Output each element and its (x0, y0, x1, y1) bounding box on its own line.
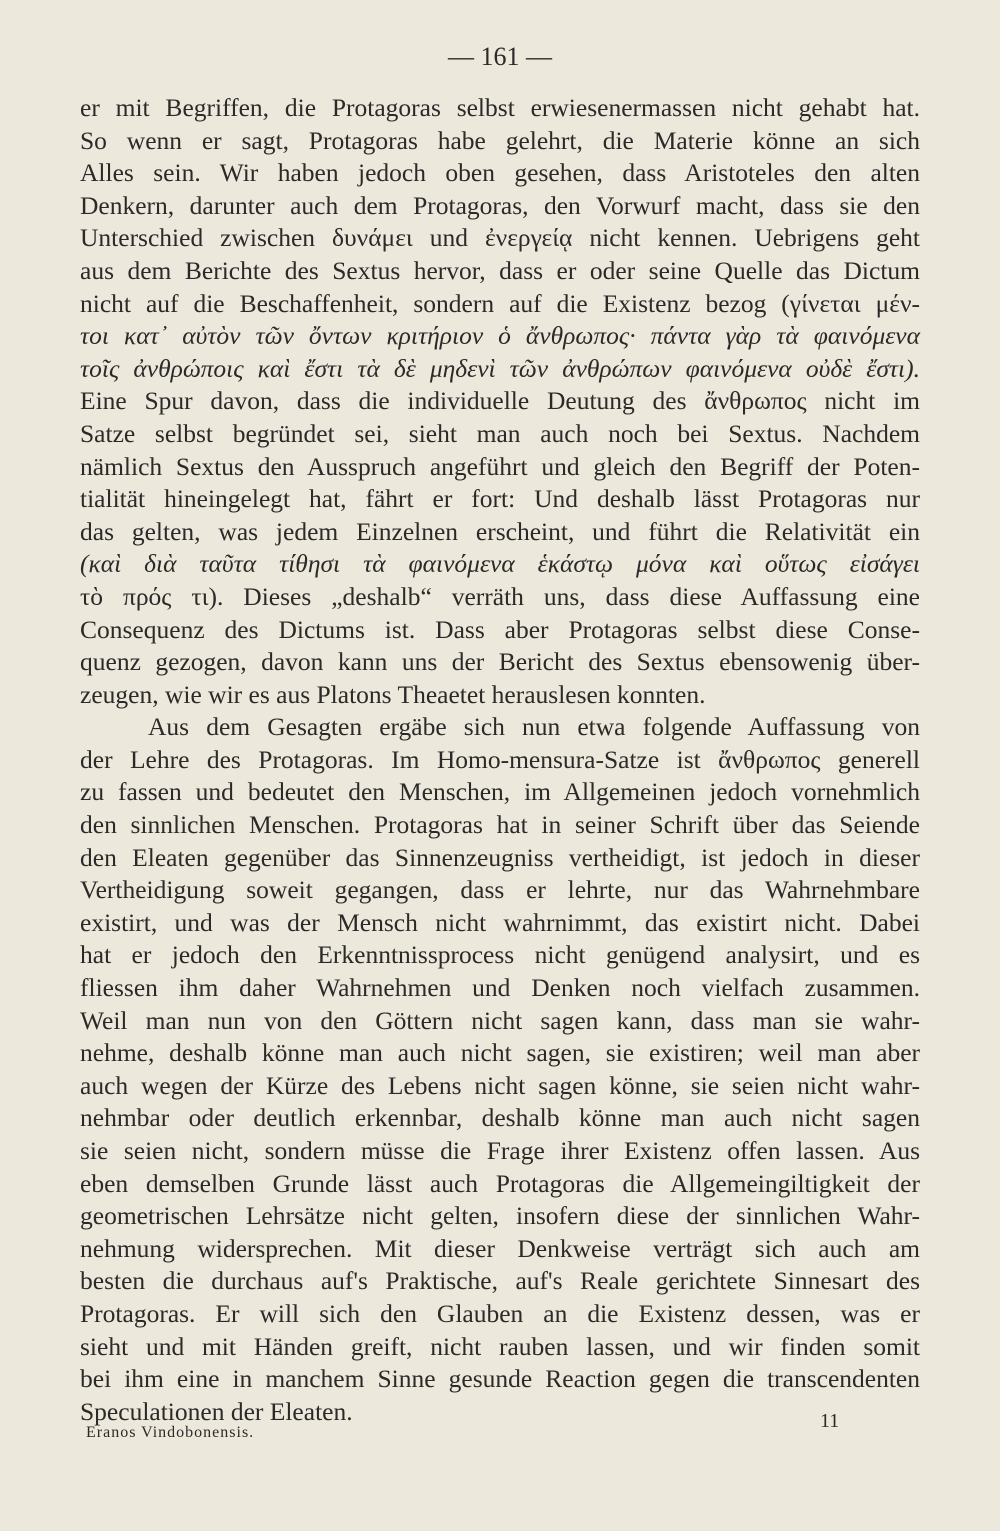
text-line: existirt, und was der Mensch nicht wahrnimmt, das existirt nicht. Dabei (80, 907, 920, 937)
text-line: Weil man nun von den Göttern nicht sagen kann, dass man sie wahr- (80, 1005, 920, 1035)
text-line: eben demselben Grunde lässt auch Protagoras die Allgemeingiltigkeit der (80, 1168, 920, 1198)
text-line: zeugen, wie wir es aus Platons Theaetet herauslesen konnten. (80, 679, 706, 709)
paragraph-start-line: Aus dem Gesagten ergäbe sich nun etwa folgende Auffassung von (148, 712, 920, 742)
text-line: aus dem Berichte des Sextus hervor, dass er oder seine Quelle das Dictum (80, 255, 920, 285)
text-line: den sinnlichen Menschen. Protagoras hat in seiner Schrift über das Seiende (80, 810, 920, 840)
text-line: Consequenz des Dictums ist. Dass aber Protagoras selbst diese Conse- (80, 614, 920, 644)
text-line: zu fassen und bedeutet den Menschen, im Allgemeinen jedoch vornehmlich (80, 777, 920, 807)
text-line: nehmbar oder deutlich erkennbar, deshalb könne man auch nicht sagen (80, 1103, 920, 1133)
text-line: nicht auf die Beschaffenheit, sondern auf die Existenz bezog (γίνεται μέν- (80, 288, 920, 318)
text-line: Satze selbst begründet sei, sieht man auch noch bei Sextus. Nachdem (80, 418, 920, 448)
text-line: Unterschied zwischen δυνάμει und ἐνεργείᾳ nicht kennen. Uebrigens geht (80, 223, 920, 253)
body-text (80, 92, 920, 1428)
text-line: das gelten, was jedem Einzelnen erscheint, und führt die Relativität ein (80, 516, 920, 546)
text-line: den Eleaten gegenüber das Sinnenzeugniss vertheidigt, ist jedoch in dieser (80, 842, 920, 872)
text-line: nämlich Sextus den Ausspruch angeführt und gleich den Begriff der Poten- (80, 451, 920, 481)
text-line: Eine Spur davon, dass die individuelle Deutung des ἄνθρωπος nicht im (80, 386, 920, 416)
text-line: nehme, deshalb könne man auch nicht sagen, sie existiren; weil man aber (80, 1038, 920, 1068)
text-line: besten die durchaus auf's Praktische, auf's Reale gerichtete Sinnesart des (80, 1266, 920, 1296)
text-line: fliessen ihm daher Wahrnehmen und Denken noch vielfach zusammen. (80, 973, 920, 1003)
text-line: sieht und mit Händen greift, nicht rauben lassen, und wir finden somit (80, 1331, 920, 1361)
page-number: — 161 — (448, 42, 552, 71)
text-line: Speculationen der Eleaten. (80, 1396, 353, 1426)
text-line: sie seien nicht, sondern müsse die Frage ihrer Existenz offen lassen. Aus (80, 1136, 920, 1165)
greek-quote-line: τοῖς ἀνθρώποις καὶ ἔστι τὰ δὲ μηδενὶ τῶν ἀνθρώπων φαινόμενα οὐδὲ ἔστι). (80, 353, 920, 383)
greek-quote-line: τοι κατ᾽ αὐτὸν τῶν ὄντων κριτήριον ὁ ἄνθρωπος· πάντα γὰρ τὰ φαινόμενα (80, 321, 920, 351)
text-line: So wenn er sagt, Protagoras habe gelehrt, die Materie könne an sich (80, 125, 920, 155)
text-line: hat er jedoch den Erkenntnissprocess nicht genügend analysirt, und es (80, 940, 920, 970)
text-line: tialität hineingelegt hat, fährt er fort: Und deshalb lässt Protagoras nur (80, 484, 920, 514)
text-line: τὸ πρός τι). Dieses „deshalb“ verräth uns, dass diese Auffassung eine (80, 581, 920, 611)
text-line: Protagoras. Er will sich den Glauben an die Existenz dessen, was er (80, 1298, 920, 1328)
journal-signature: Eranos Vindobonensis. (86, 1424, 255, 1441)
greek-quote-line: (καὶ διὰ ταῦτα τίθησι τὰ φαινόμενα ἑκάστῳ μόνα καὶ οὕτως εἰσάγει (80, 549, 920, 579)
text-line: auch wegen der Kürze des Lebens nicht sagen könne, sie seien nicht wahr- (80, 1070, 920, 1100)
text-line: der Lehre des Protagoras. Im Homo-mensura-Satze ist ἄνθρωπος generell (80, 744, 920, 774)
text-line: Alles sein. Wir haben jedoch oben gesehen, dass Aristoteles den alten (80, 158, 920, 188)
text-line: quenz gezogen, davon kann uns der Bericht des Sextus ebensowenig über- (80, 647, 920, 677)
text-line: Denkern, darunter auch dem Protagoras, den Vorwurf macht, dass sie den (80, 190, 920, 220)
text-line: geometrischen Lehrsätze nicht gelten, insofern diese der sinnlichen Wahr- (80, 1201, 920, 1231)
text-line: nehmung widersprechen. Mit dieser Denkweise verträgt sich auch am (80, 1233, 920, 1263)
sheet-number: 11 (820, 1410, 840, 1432)
text-line: er mit Begriffen, die Protagoras selbst erwiesenermassen nicht gehabt hat. (80, 93, 920, 122)
text-line: bei ihm eine in manchem Sinne gesunde Reaction gegen die transcendenten (80, 1364, 920, 1394)
text-line: Vertheidigung soweit gegangen, dass er lehrte, nur das Wahrnehmbare (80, 875, 920, 905)
